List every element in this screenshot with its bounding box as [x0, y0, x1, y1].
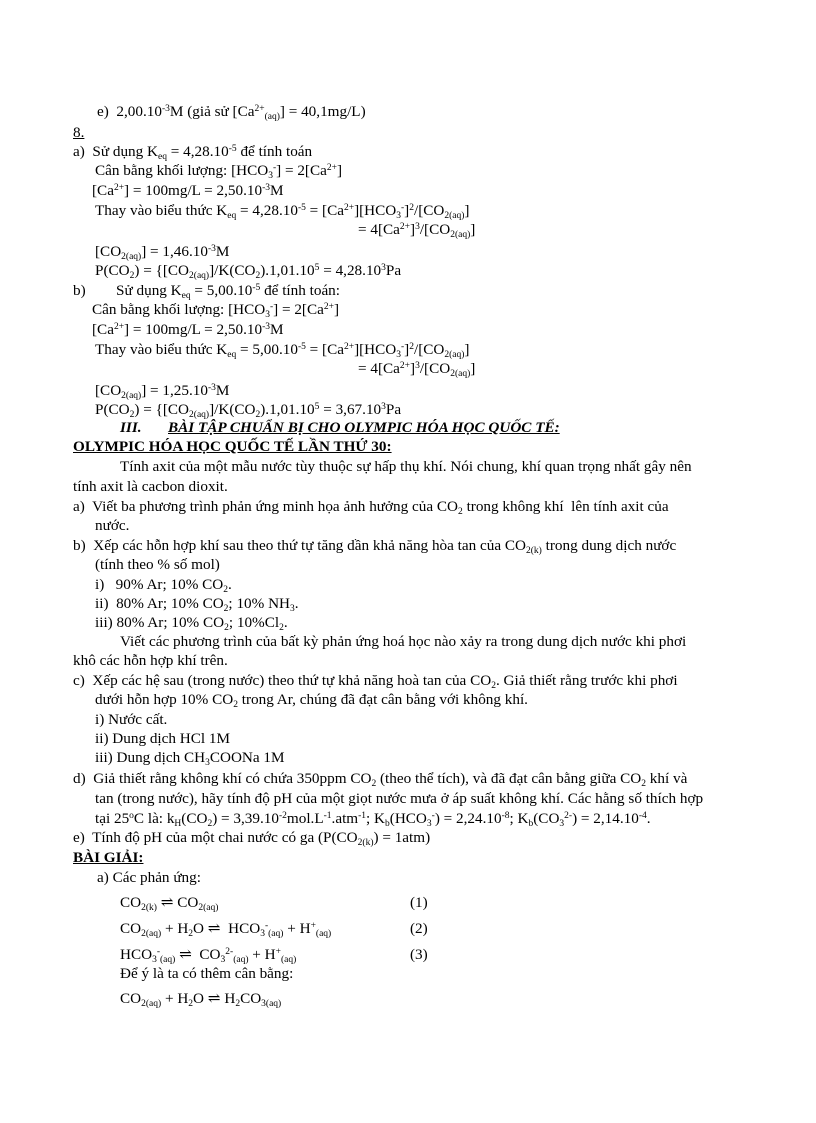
question-a-line-1: a) Viết ba phương trình phản ứng minh họa ảnh hưởng của $CO_2$ trong không khí lên tính axit của [73, 498, 669, 517]
equation-3-tag: (3) [410, 946, 428, 963]
intro-line-1: Tính axit của một mẫu nước tùy thuộc sự hấp thụ khí. Nói chung, khí quan trọng nhất gây nên [120, 458, 692, 475]
part-8a-calcium: $[Ca^{2+}] = 100mg/L = 2,50.10^{-3}M$ [92, 182, 284, 199]
question-d-line-2: tan (trong nước), hãy tính độ pH của một giọt nước mưa ở áp suất không khí. Các hằng số thích hợp [95, 790, 704, 807]
part-8b-co2-result: $[CO_{2(aq)}] = 1,25.10^{-3}M$ [95, 382, 230, 401]
part-8b-title: b) Sử dụng $K_{eq} = 5,00.10^{-5}$ để tính toán: [73, 282, 341, 301]
part-8a-title: a) Sử dụng $K_{eq} = 4,28.10^{-5}$ để tính toán [73, 143, 313, 162]
part-8b-calcium: $[Ca^{2+}] = 100mg/L = 2,50.10^{-3}M$ [92, 321, 284, 338]
equation-4: $CO_{2(aq)} + H_2O$ ⇌ $H_2CO_{3(aq)}$ [120, 990, 282, 1009]
part-8b-pressure: $P(CO_2) = \{[CO_{2(aq)}]/K(CO_2).1,01.10^5 = 3,67.10^3Pa$ [95, 401, 402, 420]
question-c-line-2: dưới hỗn hợp 10% $CO_2$ trong Ar, chúng đã đạt cân bằng với không khí. [95, 691, 528, 710]
equation-1-tag: (1) [410, 894, 428, 911]
question-c-option-iii: iii) Dung dịch $CH_3COONa$ 1M [95, 749, 285, 768]
part-8a-pressure: $P(CO_2) = \{[CO_{2(aq)}]/K(CO_2).1,01.10^5 = 4,28.10^3Pa$ [95, 262, 402, 281]
intro-line-2: tính axit là cacbon dioxit. [73, 478, 228, 495]
question-c-line-1: c) Xếp các hệ sau (trong nước) theo thứ tự khả năng hoà tan của $CO_2$. Giả thiết rằng trước khi phơi [73, 672, 678, 691]
equation-3: $HCO_3^-_{(aq)}$ ⇌ $CO_3^{2-}_{(aq)} + H^+_{(aq)}$ [120, 946, 297, 965]
solution-a-title: a) Các phản ứng: [97, 869, 201, 886]
question-b-option-i: i) 90% Ar; 10% $CO_2$. [95, 576, 232, 595]
part-8b-substitution-2: = $4[Ca^{2+}]^3/[CO_{2(aq)}]$ [358, 360, 476, 379]
question-d-line-1: d) Giả thiết rằng không khí có chứa 350ppm $CO_2$ (theo thể tích), và đã đạt cân bằng giữa $CO_2$ khí và [73, 770, 688, 789]
question-b-option-iii: iii) 80% Ar; 10% $CO_2$; $10\%Cl_2$. [95, 614, 288, 633]
part-8b-substitution: Thay vào biểu thức $K_{eq} = 5,00.10^{-5} = [Ca^{2+}][HCO_3^-]^2/[CO_{2(aq)}]$ [95, 341, 470, 360]
part-8a-substitution: Thay vào biểu thức $K_{eq} = 4,28.10^{-5} = [Ca^{2+}][HCO_3^-]^2/[CO_{2(aq)}]$ [95, 202, 470, 221]
equation-2-tag: (2) [410, 920, 428, 937]
part-8b-mass-balance: Cân bằng khối lượng: $[HCO_3^-] = 2[Ca^{2+}]$ [92, 301, 340, 320]
question-d-line-3: tại 25$^o$C là: $k_H(CO_2) = 3,39.10^{-2}mol.L^{-1}.atm^{-1}$; $K_b(HCO_3^-) = 2,24.10^{-8}$; $K_b(CO_3^{2-}) = 2,14.10^{-4}$. [95, 810, 651, 829]
part-8a-mass-balance: Cân bằng khối lượng: $[HCO_3^-] = 2[Ca^{2+}]$ [95, 162, 343, 181]
line-e-answer: e) $2,00.10^{-3}M$ (giả sử $[Ca^{2+}_{(aq)}] = 40,1mg/L$) [97, 103, 366, 122]
question-c-option-ii: ii) Dung dịch HCl 1M [95, 730, 230, 747]
section-3-title: BÀI TẬP CHUẨN BỊ CHO OLYMPIC HÓA HỌC QUỐC TẾ: [168, 419, 560, 436]
equation-2: $CO_{2(aq)} + H_2O$ ⇌ $HCO_3^-_{(aq)} + H^+_{(aq)}$ [120, 920, 332, 939]
solution-heading: BÀI GIẢI: [73, 849, 144, 866]
question-a-line-2: nước. [95, 517, 130, 534]
section-3-number: III. [120, 419, 142, 436]
question-b-line-3: Viết các phương trình của bất kỳ phản ứng hoá học nào xảy ra trong dung dịch nước khi phơi [120, 633, 687, 650]
question-b-line-2: (tính theo % số mol) [95, 556, 220, 573]
part-8a-co2-result: $[CO_{2(aq)}] = 1,46.10^{-3}M$ [95, 243, 230, 262]
question-b-option-ii: ii) 80% Ar; 10% $CO_2$; 10% $NH_3$. [95, 595, 299, 614]
section-8-number: 8. [73, 124, 85, 141]
equation-1: $CO_{2(k)}$ ⇌ $CO_{2(aq)}$ [120, 894, 219, 913]
note-line: Để ý là ta có thêm cân bằng: [120, 965, 294, 982]
olympic-heading: OLYMPIC HÓA HỌC QUỐC TẾ LẦN THỨ 30: [73, 438, 392, 455]
question-c-option-i: i) Nước cất. [95, 711, 168, 728]
question-b-line-1: b) Xếp các hỗn hợp khí sau theo thứ tự tăng dần khả năng hòa tan của $CO_{2(k)}$ trong dung dịch nước [73, 537, 677, 556]
question-b-line-4: khô các hỗn hợp khí trên. [73, 652, 228, 669]
question-e: e) Tính độ pH của một chai nước có ga $(P(CO_{2(k)}) = 1atm)$ [73, 829, 431, 848]
part-8a-substitution-2: = $4[Ca^{2+}]^3/[CO_{2(aq)}]$ [358, 221, 476, 240]
